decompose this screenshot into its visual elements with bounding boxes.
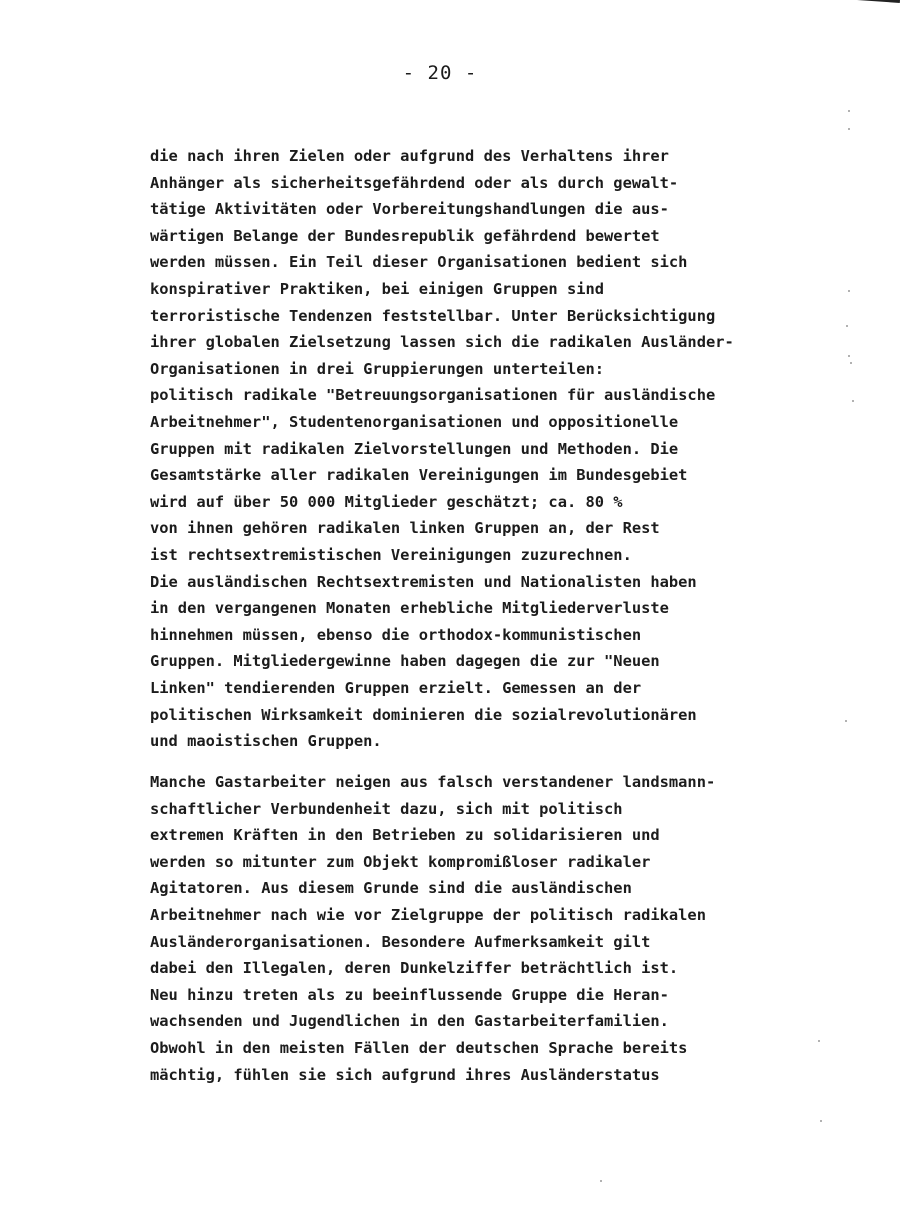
page-edge-mark bbox=[854, 0, 900, 3]
text-line: wird auf über 50 000 Mitglieder geschätzt; ca. 80 % bbox=[150, 492, 623, 511]
text-line: Gruppen. Mitgliedergewinne haben dagegen die zur "Neuen bbox=[150, 652, 660, 671]
scan-speck bbox=[848, 128, 850, 130]
scan-speck bbox=[845, 720, 847, 722]
scan-speck bbox=[852, 400, 854, 402]
text-line: Gesamtstärke aller radikalen Vereinigungen im Bundesgebiet bbox=[150, 466, 688, 485]
text-line: Manche Gastarbeiter neigen aus falsch verstandener landsmann- bbox=[150, 773, 716, 791]
text-line: hinnehmen müssen, ebenso die orthodox-kommunistischen bbox=[150, 625, 642, 644]
scan-speck bbox=[818, 1040, 820, 1042]
text-line: Anhänger als sicherheitsgefährdend oder als durch gewalt- bbox=[150, 173, 679, 192]
text-line: in den vergangenen Monaten erhebliche Mitgliederverluste bbox=[150, 599, 669, 618]
text-line: Ausländerorganisationen. Besondere Aufmerksamkeit gilt bbox=[150, 932, 651, 951]
text-line: Obwohl in den meisten Fällen der deutschen Sprache bereits bbox=[150, 1039, 688, 1057]
text-line: schaftlicher Verbundenheit dazu, sich mit politisch bbox=[150, 799, 623, 818]
text-line: und maoistischen Gruppen. bbox=[150, 732, 382, 751]
text-line: terroristische Tendenzen feststellbar. Unter Berücksichtigung bbox=[150, 306, 716, 325]
scan-speck bbox=[850, 362, 852, 364]
text-line: konspirativer Praktiken, bei einigen Gruppen sind bbox=[150, 280, 605, 298]
text-line: Arbeitnehmer", Studentenorganisationen und oppositionelle bbox=[150, 413, 679, 431]
text-line: Neu hinzu treten als zu beeinflussende Gruppe die Heran- bbox=[150, 985, 669, 1004]
text-line: Organisationen in drei Gruppierungen unterteilen: bbox=[150, 359, 605, 378]
text-line: politisch radikale "Betreuungsorganisationen für ausländische bbox=[150, 386, 716, 405]
text-line: ist rechtsextremistischen Vereinigungen zuzurechnen. bbox=[150, 546, 632, 564]
text-line: die nach ihren Zielen oder aufgrund des Verhaltens ihrer bbox=[150, 147, 669, 165]
text-line: Agitatoren. Aus diesem Grunde sind die ausländischen bbox=[150, 879, 632, 898]
text-line: Gruppen mit radikalen Zielvorstellungen und Methoden. Die bbox=[150, 439, 679, 458]
text-line: wärtigen Belange der Bundesrepublik gefährdend bewertet bbox=[150, 226, 660, 245]
scan-speck bbox=[848, 355, 850, 357]
scan-speck bbox=[848, 290, 850, 292]
scan-speck bbox=[820, 1120, 822, 1122]
scan-speck bbox=[848, 110, 850, 112]
text-line: werden müssen. Ein Teil dieser Organisationen bedient sich bbox=[150, 253, 688, 272]
text-line: ihrer globalen Zielsetzung lassen sich die radikalen Ausländer- bbox=[150, 333, 734, 352]
text-line: wachsenden und Jugendlichen in den Gastarbeiterfamilien. bbox=[150, 1012, 669, 1031]
page-number: - 20 - bbox=[402, 62, 478, 84]
text-line: Linken" tendierenden Gruppen erzielt. Gemessen an der bbox=[150, 679, 642, 697]
scan-speck bbox=[600, 1180, 602, 1182]
text-line: dabei den Illegalen, deren Dunkelziffer beträchtlich ist. bbox=[150, 959, 679, 978]
text-line: Die ausländischen Rechtsextremisten und Nationalisten haben bbox=[150, 572, 697, 591]
text-line: mächtig, fühlen sie sich aufgrund ihres Ausländerstatus bbox=[150, 1065, 660, 1084]
text-line: werden so mitunter zum Objekt kompromißloser radikaler bbox=[150, 852, 651, 871]
text-line: politischen Wirksamkeit dominieren die sozialrevolutionären bbox=[150, 705, 697, 724]
text-line: Arbeitnehmer nach wie vor Zielgruppe der politisch radikalen bbox=[150, 906, 706, 924]
text-line: von ihnen gehören radikalen linken Gruppen an, der Rest bbox=[150, 519, 660, 538]
text-line: tätige Aktivitäten oder Vorbereitungshandlungen die aus- bbox=[150, 200, 669, 219]
scan-speck bbox=[846, 325, 848, 327]
text-line: extremen Kräften in den Betrieben zu solidarisieren und bbox=[150, 826, 660, 845]
